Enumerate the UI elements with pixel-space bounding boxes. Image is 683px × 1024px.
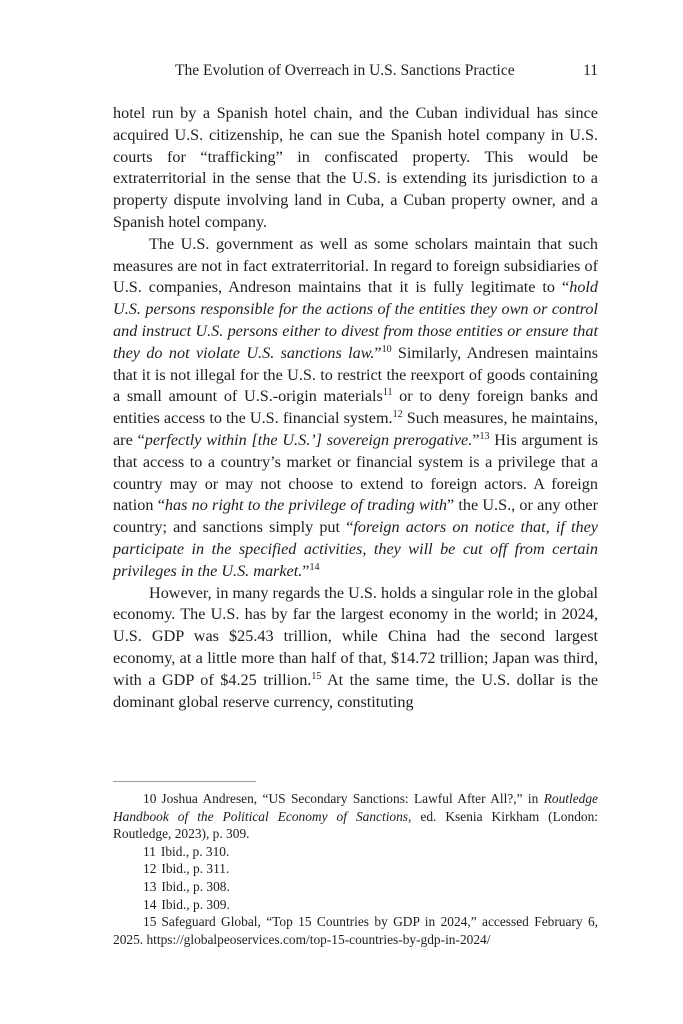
footnotes bbox=[113, 790, 598, 948]
footnote-15-text: Safeguard Global, “Top 15 Countries by GDP in 2024,” accessed February 6, 2025. https://globalpeoservices.com/top-15-countries-by-gdp-in-2024/ bbox=[113, 914, 598, 947]
footnote-ref-12[interactable]: 12 bbox=[392, 409, 403, 421]
main-text bbox=[113, 103, 598, 713]
footnote-ref-11[interactable]: 11 bbox=[382, 387, 393, 399]
footnote-ref-10[interactable]: 10 bbox=[381, 343, 392, 355]
footnote-14: 14 Ibid., p. 309. bbox=[143, 896, 230, 912]
footnote-10: 10 Joshua Andresen, “US Secondary Sanctions: Lawful After All?,” in Routledge Handbook of the Political Economy of Sanctions, ed. Ksenia Kirkham (London: Routledge, 2023), p. 309. bbox=[113, 791, 599, 842]
paragraph-2: The U.S. government as well as some scholars maintain that such measures are not in fact extraterritorial. In regard to foreign subsidiaries of U.S. companies, Andreson maintains that it is fully legitimate to “hold U.S. persons responsible for the actions of the entities they own or control and instruct U.S. persons either to divest from those entities or ensure that they do not violate U.S. sanctions law.”$^{10}$ Similarly, Andresen maintains that it is not illegal for the U.S. to restrict the reexport of goods containing a small amount of U.S.-origin materials$^{11}$ or to deny foreign banks and entities access to the U.S. financial system.$^{12}$ Such measures, he maintains, are “perfectly within [the U.S.’] sovereign prerogative.”$^{13}$ His argument is that access to a country’s market or financial system is a privilege that a country may or may not choose to extend to foreign actors. A foreign nation “has no right to the privilege of trading with” the U.S., or any other country; and sanctions simply put “foreign actors on notice that, if they participate in the specified activities, they will be cut off from certain privileges in the U.S. market.”$^{14}$ bbox=[113, 234, 599, 580]
page-number: 11 bbox=[583, 62, 598, 79]
footnote-ref-14[interactable]: 14 bbox=[309, 561, 320, 573]
quote-2: perfectly within [the U.S.’] sovereign prerogative. bbox=[144, 430, 473, 449]
footnote-11: 11 Ibid., p. 310. bbox=[143, 843, 230, 859]
paragraph-3: However, in many regards the U.S. holds a singular role in the global economy. The U.S. has by far the largest economy in the world; in 2024, U.S. GDP was $25.43 trillion, while China had the second largest economy, at a little more than half of that, $14.72 trillion; Japan was third, with a GDP of $4.25 trillion.$^{15}$ At the same time, the U.S. dollar is the dominant global reserve currency, constituting bbox=[113, 583, 599, 711]
paragraph-1: hotel run by a Spanish hotel chain, and the Cuban individual has since acquired U.S. citizenship, he can sue the Spanish hotel company in U.S. courts for “trafficking” in confiscated property. This would be extraterritorial in the sense that the U.S. is extending its jurisdiction to a property dispute involving land in Cuba, a Cuban property owner, and a Spanish hotel company. bbox=[113, 104, 598, 231]
quote-4: foreign actors on notice that, if they participate in the specified activities, they will be cut off from certain privileges in the U.S. market. bbox=[113, 518, 598, 580]
quote-3: has no right to the privilege of trading with bbox=[164, 496, 447, 515]
footnote-12: 12 Ibid., p. 311. bbox=[143, 861, 230, 877]
footnote-13: 13 Ibid., p. 308. bbox=[143, 878, 230, 894]
footnote-separator bbox=[113, 781, 256, 782]
footnote-15: 15 Safeguard Global, “Top 15 Countries by GDP in 2024,” accessed February 6, 2025. https://globalpeoservices.com/top-15-countries-by-gdp-in-2024/ bbox=[113, 914, 598, 947]
footnote-ref-13[interactable]: 13 bbox=[479, 430, 490, 442]
running-header bbox=[113, 62, 598, 84]
quote-1: hold U.S. persons responsible for the actions of the entities they own or control and instruct U.S. persons either to divest from those entities or ensure that they do not violate U.S. sanctions law. bbox=[113, 278, 598, 362]
running-title: The Evolution of Overreach in U.S. Sanctions Practice bbox=[175, 62, 515, 79]
footnote-ref-15[interactable]: 15 bbox=[311, 670, 322, 682]
